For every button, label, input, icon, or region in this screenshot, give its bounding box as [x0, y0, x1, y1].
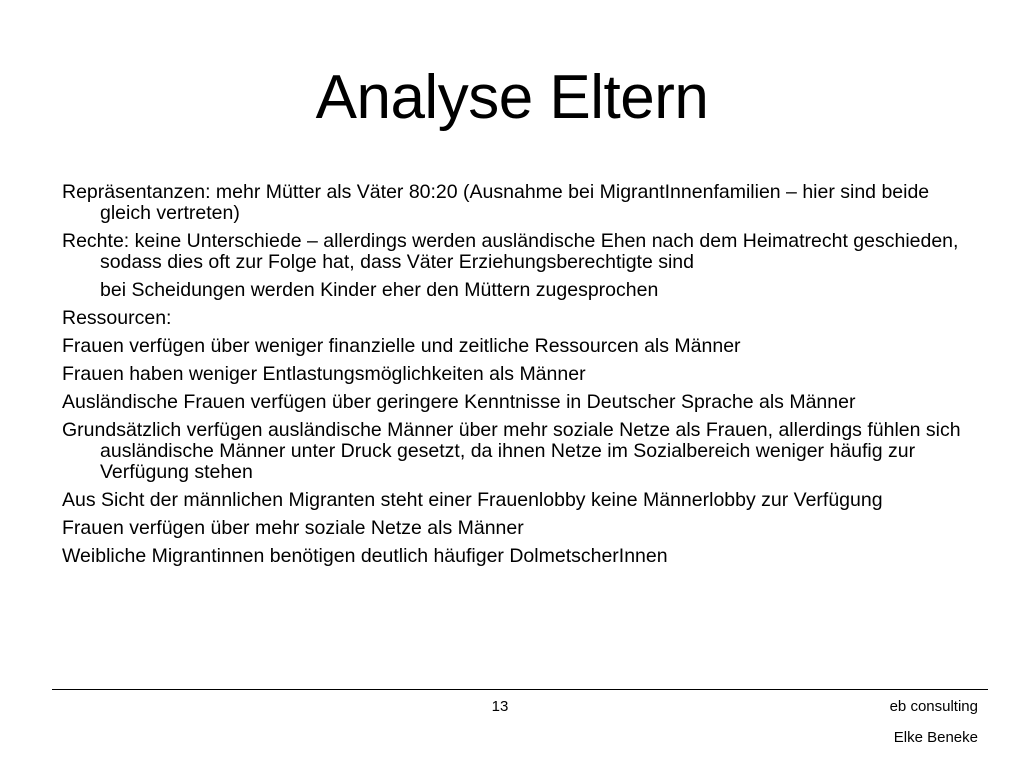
bullet-social-networks-men: Grundsätzlich verfügen ausländische Männer über mehr soziale Netze als Frauen, allerdings fühlen sich ausländische Männer unter Druck gesetzt, da ihnen Netze im Sozialbereich weniger häufig zur Verfügung stehen — [62, 419, 961, 483]
bullet-women-relief: Frauen haben weniger Entlastungsmöglichkeiten als Männer — [62, 363, 586, 385]
bullet-divorce-custody: bei Scheidungen werden Kinder eher den Müttern zugesprochen — [100, 279, 659, 301]
footer-author: Elke Beneke — [893, 729, 978, 746]
slide-title: Analyse Eltern — [315, 63, 709, 132]
footer-company: eb consulting — [889, 698, 978, 715]
page-number: 13 — [491, 698, 509, 715]
bullet-resources-heading: Ressourcen: — [62, 307, 172, 329]
bullet-interpreters: Weibliche Migrantinnen benötigen deutlich häufiger DolmetscherInnen — [62, 545, 668, 567]
bullet-lobby: Aus Sicht der männlichen Migranten steht einer Frauenlobby keine Männerlobby zur Verfügung — [62, 489, 883, 511]
bullet-representation: Repräsentanzen: mehr Mütter als Väter 80:20 (Ausnahme bei MigrantInnenfamilien – hier sind beide gleich vertreten) — [62, 181, 930, 224]
slide-body — [62, 182, 962, 574]
bullet-social-networks-women: Frauen verfügen über mehr soziale Netze als Männer — [62, 517, 524, 539]
bullet-women-resources: Frauen verfügen über weniger finanzielle und zeitliche Ressourcen als Männer — [62, 335, 741, 357]
bullet-rights: Rechte: keine Unterschiede – allerdings werden ausländische Ehen nach dem Heimatrecht geschieden, sodass dies oft zur Folge hat, dass Väter Erziehungsberechtigte sind — [62, 230, 959, 273]
footer-divider — [52, 689, 988, 690]
bullet-language-skills: Ausländische Frauen verfügen über geringere Kenntnisse in Deutscher Sprache als Männer — [62, 391, 856, 413]
